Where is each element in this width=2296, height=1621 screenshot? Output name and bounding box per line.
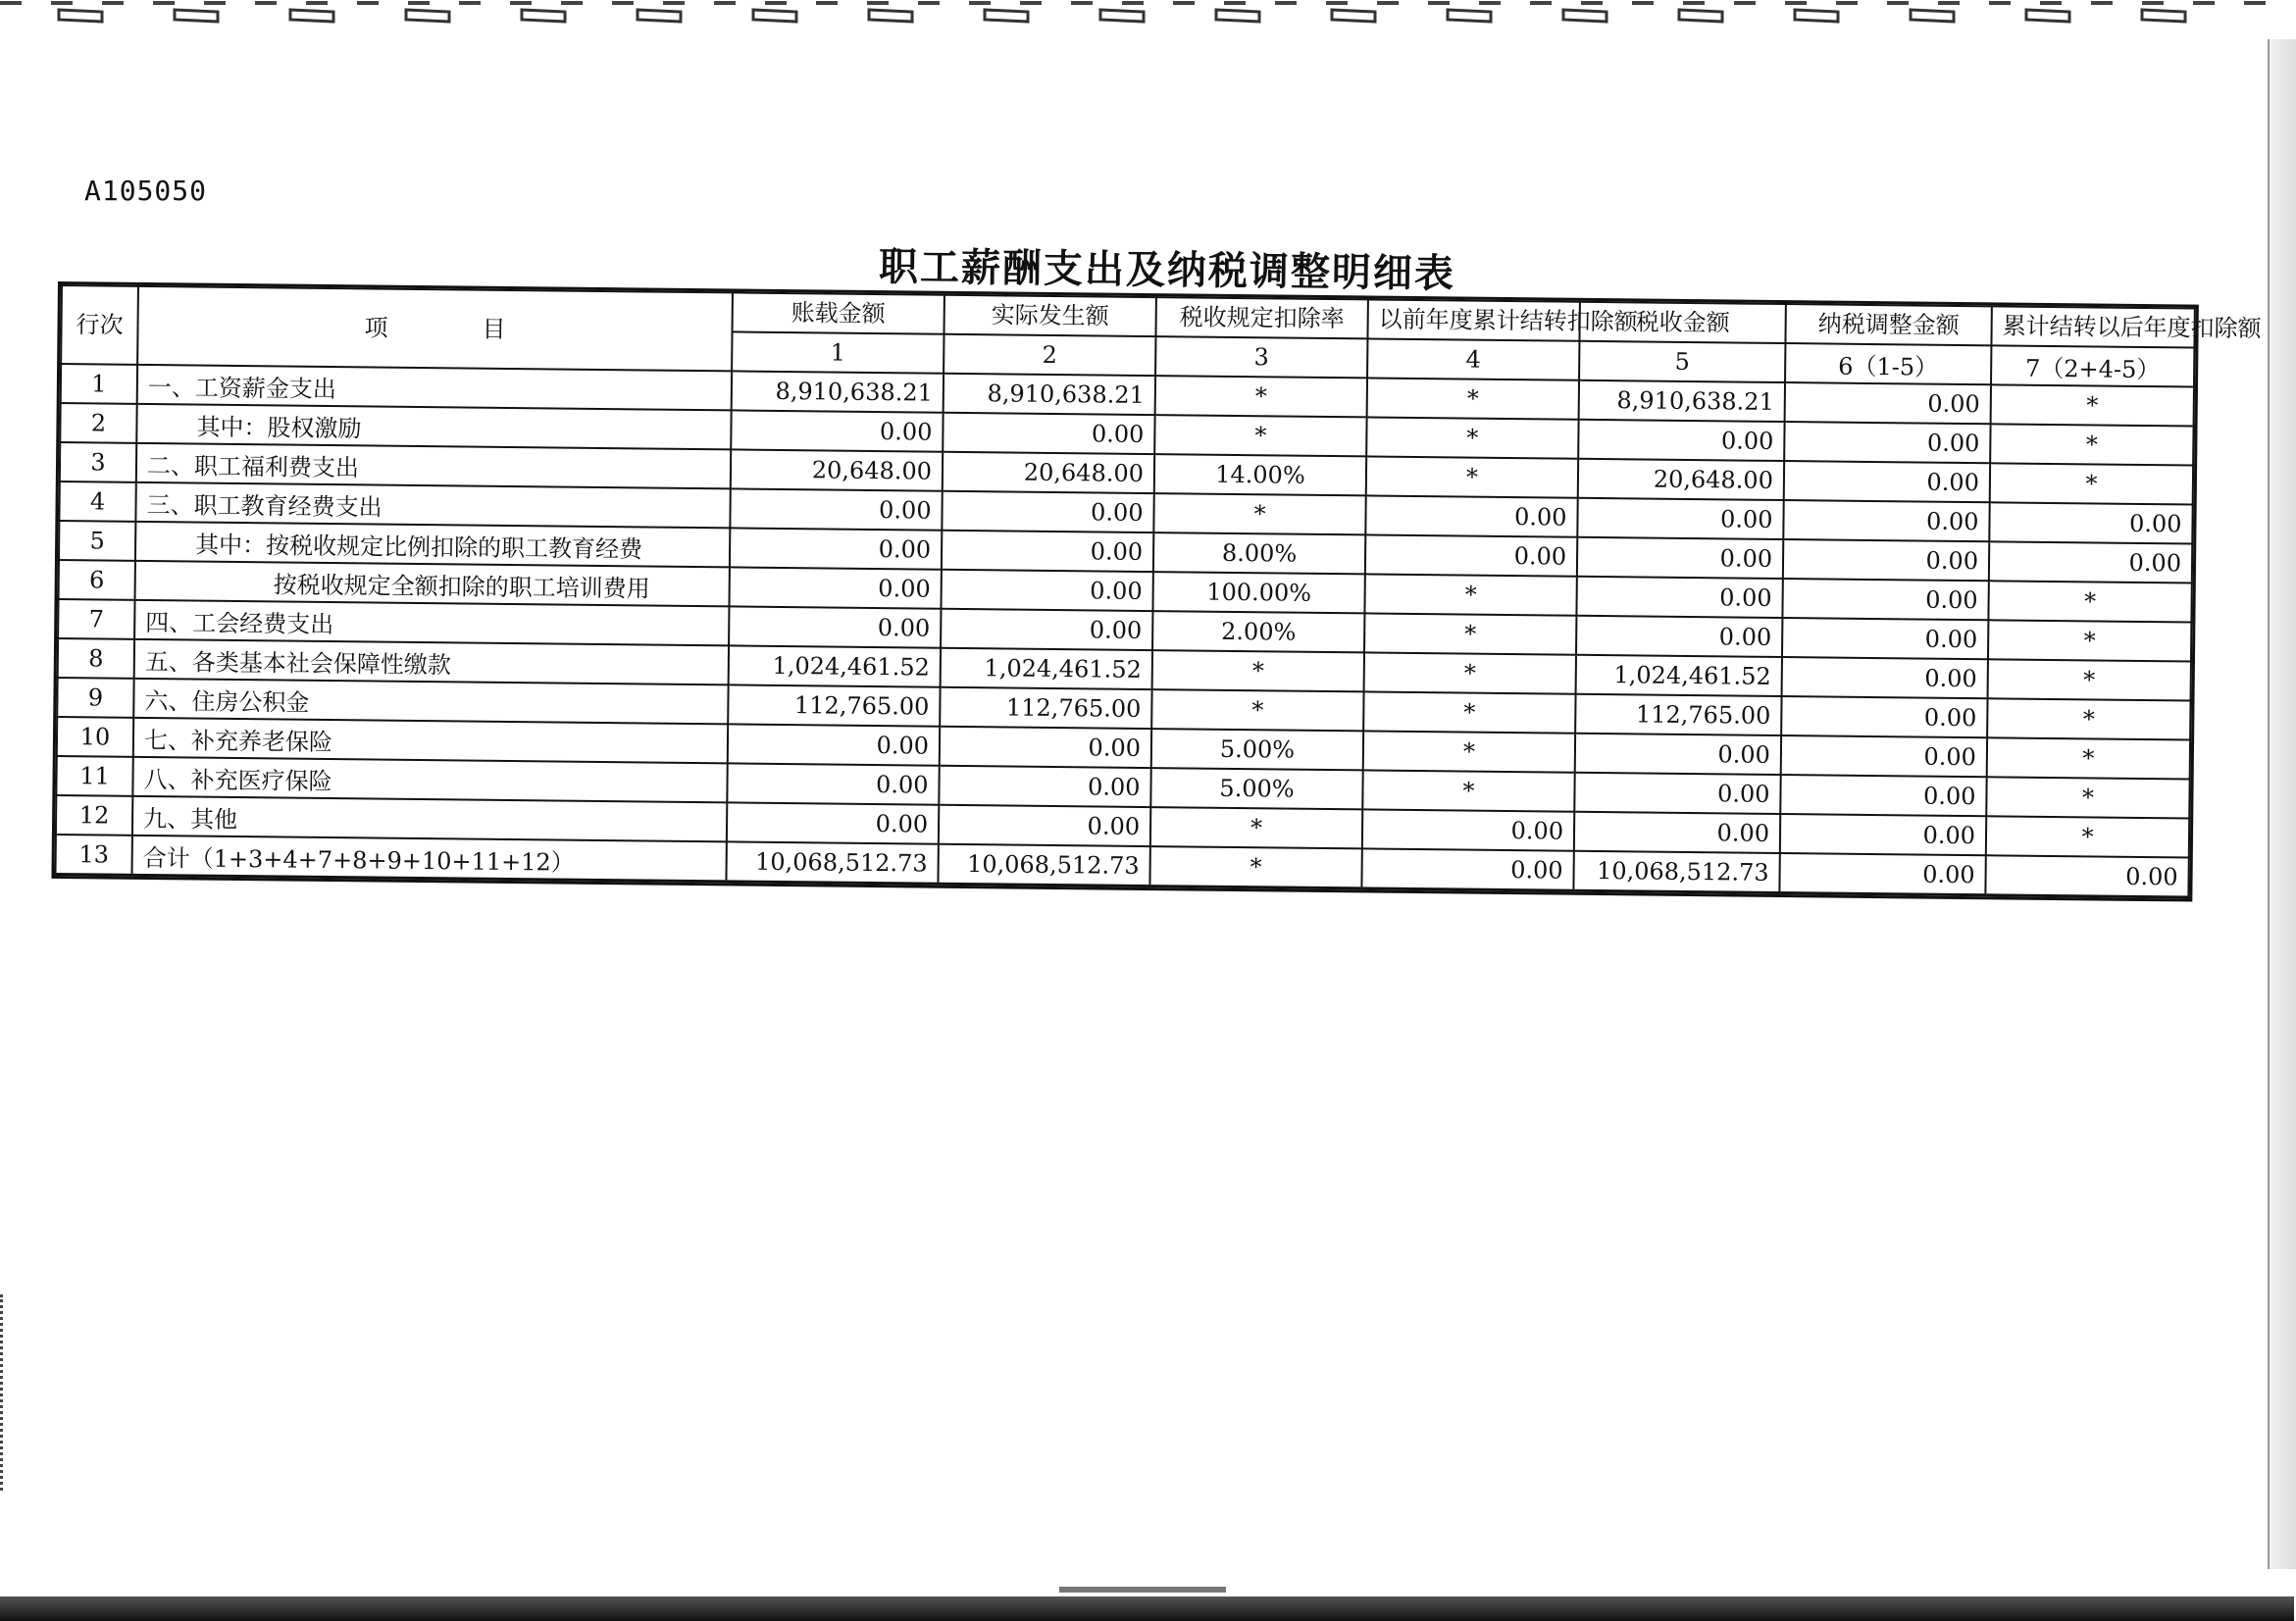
column-number: 1 (732, 331, 944, 373)
binding-hole-mark (869, 10, 912, 22)
cell-col6: 0.00 (1784, 461, 1990, 502)
cell-col7: * (1987, 698, 2190, 739)
cell-col3: 5.00% (1150, 768, 1362, 809)
row-number: 1 (61, 364, 137, 404)
cell-col5: 8,910,638.21 (1579, 380, 1785, 422)
cell-col1: 0.00 (727, 802, 939, 843)
cell-col5: 0.00 (1577, 498, 1783, 539)
binding-hole-mark (1795, 10, 1838, 22)
header-item: 项 目 (137, 286, 733, 372)
cell-col4: * (1366, 417, 1578, 458)
column-number: 6（1-5） (1785, 343, 1991, 384)
header-col7: 累计结转以后年度扣除额 (1991, 306, 2194, 347)
cell-col4: 0.00 (1365, 495, 1577, 536)
cell-col4: * (1363, 691, 1575, 733)
binding-hole-mark (1216, 10, 1259, 22)
cell-col5: 0.00 (1574, 773, 1780, 814)
binding-hole-mark (638, 10, 681, 22)
cell-col6: 0.00 (1781, 735, 1987, 777)
row-number: 12 (56, 795, 132, 836)
cell-col5: 0.00 (1577, 537, 1783, 579)
cell-col2: 0.00 (941, 570, 1152, 611)
cell-col7: * (1986, 816, 2189, 857)
column-number: 3 (1155, 336, 1367, 378)
cell-col5: 10,068,512.73 (1573, 851, 1779, 893)
row-item-label: 三、职工教育经费支出 (135, 482, 730, 529)
row-item-label: 八、补充医疗保险 (132, 757, 727, 803)
row-number: 10 (57, 717, 133, 757)
row-number: 11 (56, 756, 132, 796)
cell-col1: 8,910,638.21 (732, 371, 944, 412)
cell-col2: 0.00 (939, 805, 1150, 846)
cell-col6: 0.00 (1783, 539, 1989, 581)
cell-col5: 0.00 (1574, 812, 1780, 853)
cell-col4: * (1364, 613, 1576, 654)
cell-col2: 0.00 (943, 413, 1154, 454)
cell-col3: * (1154, 415, 1366, 456)
cell-col7: * (1986, 777, 2189, 818)
cell-col6: 0.00 (1780, 814, 1986, 855)
binding-hole-mark (985, 10, 1028, 22)
cell-col7: * (1988, 620, 2191, 661)
cell-col5: 0.00 (1578, 420, 1784, 461)
cell-col1: 0.00 (729, 567, 941, 608)
binding-hole-mark (175, 10, 218, 22)
cell-col3: * (1150, 807, 1362, 848)
cell-col1: 0.00 (730, 528, 942, 569)
binding-hole-mark (2142, 10, 2185, 22)
cell-col6: 0.00 (1779, 853, 1985, 895)
column-number: 4 (1367, 338, 1579, 380)
cell-col1: 0.00 (727, 763, 939, 804)
binding-hole-mark (753, 10, 796, 22)
cell-col5: 1,024,461.52 (1576, 655, 1782, 696)
cell-col6: 0.00 (1782, 657, 1988, 698)
cell-col3: * (1155, 376, 1367, 417)
cell-col3: * (1153, 493, 1365, 534)
cell-col1: 112,765.00 (728, 684, 940, 726)
row-item-label: 二、职工福利费支出 (136, 443, 731, 489)
cell-col3: 100.00% (1152, 572, 1364, 613)
cell-col4: 0.00 (1365, 534, 1577, 576)
binding-hole-mark (1563, 10, 1607, 22)
cell-col2: 0.00 (942, 491, 1153, 532)
row-item-label: 合计（1+3+4+7+8+9+10+11+12） (131, 836, 726, 882)
cell-col7: * (1988, 581, 2191, 622)
cell-col2: 8,910,638.21 (944, 374, 1155, 415)
row-item-label: 按税收规定全额扣除的职工培训费用 (135, 561, 730, 607)
cell-col1: 0.00 (728, 724, 940, 765)
cell-col1: 20,648.00 (731, 449, 943, 490)
binding-hole-mark (1448, 10, 1491, 22)
cell-col6: 0.00 (1780, 775, 1986, 816)
cell-col3: 14.00% (1154, 454, 1366, 495)
cell-col2: 112,765.00 (940, 687, 1151, 729)
cell-col7: * (1990, 463, 2193, 504)
cell-col4: 0.00 (1362, 809, 1574, 850)
binding-hole-mark (1679, 10, 1722, 22)
cell-col6: 0.00 (1782, 579, 1988, 620)
row-item-label: 五、各类基本社会保障性缴款 (134, 639, 729, 685)
table-body (55, 364, 2194, 897)
cell-col1: 10,068,512.73 (726, 841, 938, 884)
cell-col1: 0.00 (730, 488, 942, 530)
row-number: 9 (57, 678, 133, 718)
binding-hole-mark (59, 10, 102, 22)
row-item-label: 其中：股权激励 (136, 404, 731, 450)
cell-col7: 0.00 (1985, 855, 2188, 897)
cell-col2: 0.00 (939, 766, 1150, 807)
row-number: 6 (59, 560, 135, 600)
row-number: 4 (59, 481, 135, 522)
cell-col3: 8.00% (1153, 532, 1365, 574)
cell-col6: 0.00 (1785, 382, 1991, 424)
cell-col2: 1,024,461.52 (941, 648, 1152, 689)
cell-col5: 20,648.00 (1578, 459, 1784, 500)
row-item-label: 七、补充养老保险 (133, 718, 728, 764)
cell-col4: * (1364, 652, 1576, 693)
binding-hole-mark (522, 10, 565, 22)
cell-col5: 0.00 (1576, 577, 1782, 618)
cell-col6: 0.00 (1782, 618, 1988, 659)
scan-bottom-edge (0, 1596, 2294, 1621)
row-number: 5 (59, 521, 135, 561)
cell-col7: * (1987, 737, 2190, 779)
binding-hole-mark (1332, 10, 1375, 22)
cell-col6: 0.00 (1781, 696, 1987, 737)
cell-col7: 0.00 (1989, 502, 2192, 543)
column-number: 7（2+4-5） (1991, 345, 2194, 386)
cell-col7: * (1991, 384, 2194, 426)
scan-bottom-mark (1059, 1587, 1226, 1593)
cell-col7: * (1990, 424, 2193, 465)
row-number: 2 (60, 403, 136, 443)
cell-col1: 0.00 (729, 606, 941, 647)
cell-col2: 0.00 (942, 531, 1153, 572)
row-item-label: 四、工会经费支出 (134, 600, 729, 646)
header-col4: 以前年度累计结转扣除额 (1367, 299, 1579, 340)
cell-col5: 112,765.00 (1575, 694, 1781, 735)
scan-right-edge (2268, 39, 2296, 1569)
salary-adjustment-table (54, 284, 2262, 899)
header-row-no: 行次 (61, 285, 138, 365)
cell-col6: 0.00 (1783, 500, 1989, 541)
header-col3: 税收规定扣除率 (1155, 297, 1367, 338)
adjustment-sheet (54, 284, 2262, 944)
binding-hole-mark (290, 10, 333, 22)
cell-col4: * (1367, 378, 1579, 419)
cell-col2: 10,068,512.73 (938, 844, 1149, 886)
row-item-label: 其中：按税收规定比例扣除的职工教育经费 (135, 522, 730, 568)
cell-col4: * (1364, 574, 1576, 615)
row-number: 13 (55, 835, 131, 875)
row-item-label: 一、工资薪金支出 (137, 365, 732, 411)
row-number: 7 (58, 599, 134, 639)
cell-col3: 2.00% (1152, 611, 1364, 652)
header-col1: 账载金额 (733, 292, 944, 333)
cell-col2: 0.00 (940, 727, 1151, 768)
header-col5: 税收金额 (1579, 302, 1785, 343)
cell-col6: 0.00 (1784, 422, 1990, 463)
binding-hole-mark (2026, 10, 2069, 22)
cell-col4: * (1363, 731, 1575, 772)
cell-col3: 5.00% (1151, 729, 1363, 770)
cell-col5: 0.00 (1576, 616, 1782, 657)
cell-col4: * (1366, 456, 1578, 497)
binding-hole-mark (1100, 10, 1144, 22)
form-title: 职工薪酬支出及纳税调整明细表 (878, 243, 1456, 297)
cell-col3: * (1151, 689, 1363, 731)
row-item-label: 六、住房公积金 (133, 679, 728, 725)
binding-hole-mark (406, 10, 449, 22)
scan-left-dots (0, 1294, 9, 1491)
row-number: 3 (60, 442, 136, 482)
header-col6: 纳税调整金额 (1785, 304, 1991, 345)
header-col2: 实际发生额 (944, 295, 1156, 336)
cell-col4: * (1362, 770, 1574, 811)
binding-hole-mark (1911, 10, 1954, 22)
cell-col2: 20,648.00 (943, 452, 1154, 493)
cell-col3: * (1152, 650, 1364, 691)
cell-col7: * (1988, 659, 2191, 700)
column-number: 5 (1579, 341, 1785, 382)
cell-col1: 0.00 (731, 410, 943, 451)
cell-col2: 0.00 (941, 609, 1152, 650)
row-number: 8 (58, 638, 134, 679)
cell-col4: 0.00 (1361, 848, 1573, 890)
column-number: 2 (944, 334, 1155, 376)
cell-col1: 1,024,461.52 (729, 645, 941, 686)
row-item-label: 九、其他 (132, 796, 727, 842)
binding-edge-marks (0, 0, 2294, 39)
cell-col7: 0.00 (1989, 541, 2192, 583)
cell-col3: * (1149, 846, 1361, 888)
form-code: A105050 (84, 175, 208, 207)
cell-col5: 0.00 (1575, 734, 1781, 775)
